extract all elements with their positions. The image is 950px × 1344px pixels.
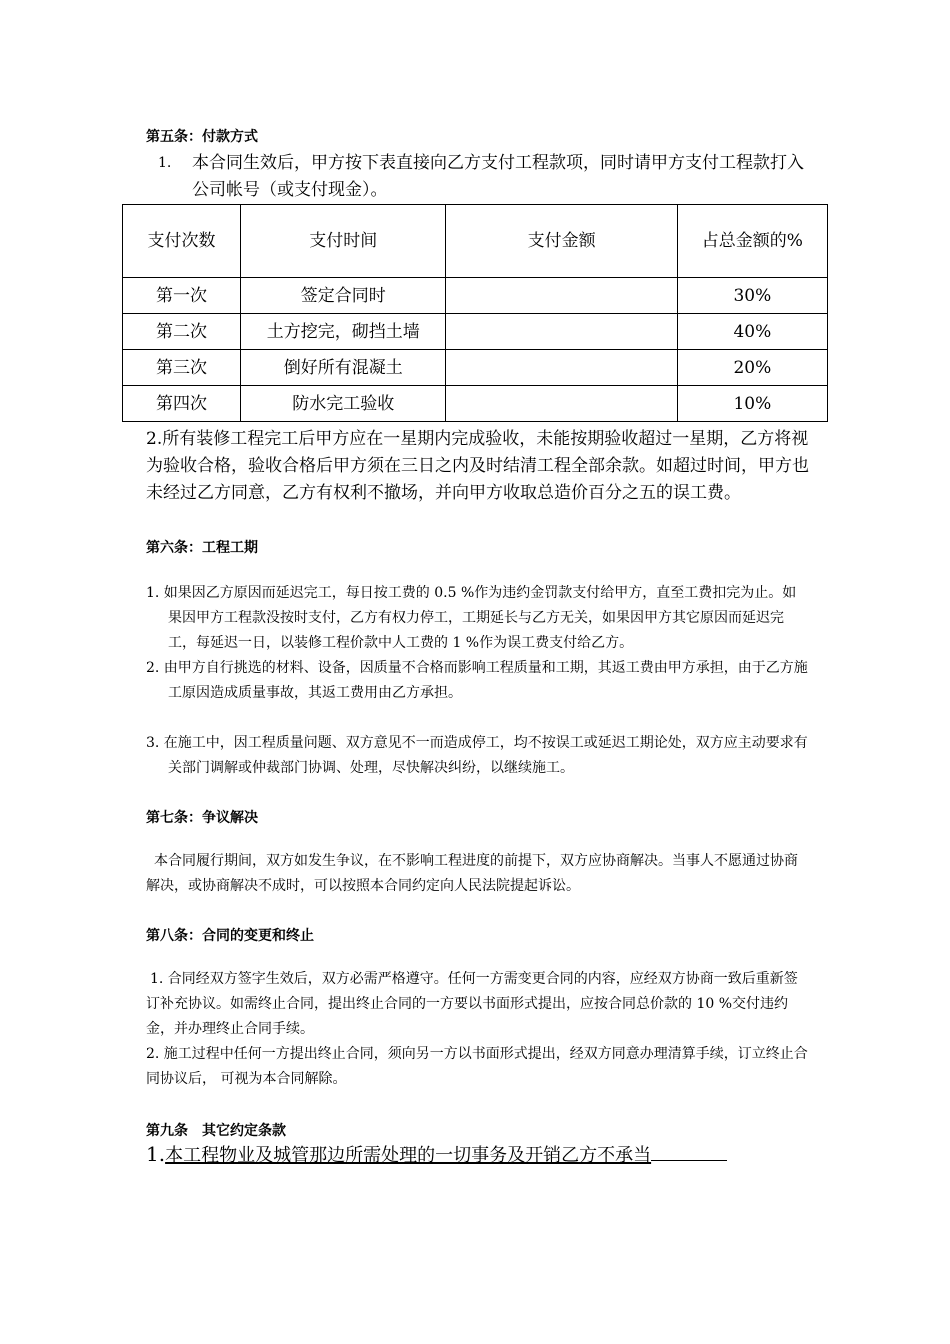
table-row (123, 386, 828, 422)
table-header-row (123, 205, 828, 278)
article-9-item-1 (146, 1140, 810, 1170)
article-6-items (146, 581, 810, 781)
table-header-cell: 支付金额 (446, 205, 677, 278)
article-8-item-1: 1. 合同经双方签字生效后，双方必需严格遵守。任何一方需变更合同的内容，应经双方协商一致后重新签订补充协议。如需终止合同，提出终止合同的一方要以书面形式提出，应按合同总价款的 10 %交付违约金，并办理终止合同手续。 (146, 971, 798, 1037)
table-cell (446, 314, 677, 350)
table-cell: 土方挖完，砌挡土墙 (241, 314, 446, 350)
table-cell: 第一次 (123, 278, 241, 314)
table-cell: 签定合同时 (241, 278, 446, 314)
article-7-heading: 第七条：争议解决 (146, 810, 258, 826)
article-9-item-1-text: 本工程物业及城管那边所需处理的一切事务及开销乙方不承当 (165, 1145, 652, 1166)
table-cell: 第四次 (123, 386, 241, 422)
payment-schedule-table (122, 204, 828, 422)
table-cell (446, 386, 677, 422)
article-8-heading: 第八条：合同的变更和终止 (146, 928, 314, 944)
table-header-cell: 支付次数 (123, 205, 241, 278)
article-5-item-1 (146, 150, 810, 204)
article-7-text (146, 849, 810, 899)
table-cell: 防水完工验收 (241, 386, 446, 422)
article-7-text-content: 本合同履行期间，双方如发生争议，在不影响工程进度的前提下，双方应协商解决。当事人不愿通过协商解决，或协商解决不成时，可以按照本合同约定向人民法院提起诉讼。 (146, 853, 798, 894)
article-9-heading: 第九条 其它约定条款 (146, 1123, 286, 1139)
article-5-heading: 第五条：付款方式 (146, 129, 258, 145)
table-row (123, 314, 828, 350)
article-6-item: 2. 由甲方自行挑选的材料、设备，因质量不合格而影响工程质量和工期，其返工费由甲方承担，由于乙方施工原因造成质量事故，其返工费用由乙方承担。 (146, 660, 808, 701)
table-cell: 20% (677, 350, 827, 386)
contract-page (146, 124, 810, 1170)
article-5-item-2: 2.所有装修工程完工后甲方应在一星期内完成验收，未能按期验收超过一星期，乙方将视为验收合格，验收合格后甲方须在三日之内及时结清工程全部余款。如超过时间，甲方也未经过乙方同意，乙方有权利不撤场，并向甲方收取总造价百分之五的误工费。 (146, 429, 809, 503)
table-cell (446, 350, 677, 386)
table-cell: 第三次 (123, 350, 241, 386)
article-6-item: 3. 在施工中，因工程质量问题、双方意见不一而造成停工，均不按误工或延迟工期论处，双方应主动要求有关部门调解或仲裁部门协调、处理，尽快解决纠纷，以继续施工。 (146, 735, 808, 776)
blank-underline (651, 1142, 727, 1161)
table-cell: 10% (677, 386, 827, 422)
table-cell: 第二次 (123, 314, 241, 350)
table-header-cell: 占总金额的% (677, 205, 827, 278)
table-cell (446, 278, 677, 314)
table-row (123, 278, 828, 314)
article-8-item-2: 2. 施工过程中任何一方提出终止合同，须向另一方以书面形式提出，经双方同意办理清算手续，订立终止合同协议后， 可视为本合同解除。 (146, 1046, 808, 1087)
table-header-cell: 支付时间 (241, 205, 446, 278)
article-6-heading: 第六条：工程工期 (146, 540, 258, 556)
table-cell: 30% (677, 278, 827, 314)
article-5-item-1-text: 本合同生效后，甲方按下表直接向乙方支付工程款项，同时请甲方支付工程款打入公司帐号（或支付现金）。 (192, 153, 804, 200)
article-5-item-1-number: 1. (158, 155, 172, 171)
table-cell: 倒好所有混凝土 (241, 350, 446, 386)
table-cell: 40% (677, 314, 827, 350)
table-row (123, 350, 828, 386)
article-6-item: 1. 如果因乙方原因而延迟完工，每日按工费的 0.5 %作为违约金罚款支付给甲方，直至工费扣完为止。如果因甲方工程款没按时支付，乙方有权力停工，工期延长与乙方无关，如果因甲方其它原因而延迟完工，每延迟一日，以装修工程价款中人工费的 1 %作为误工费支付给乙方。 (146, 585, 797, 651)
article-9-item-1-number: 1. (146, 1142, 166, 1166)
